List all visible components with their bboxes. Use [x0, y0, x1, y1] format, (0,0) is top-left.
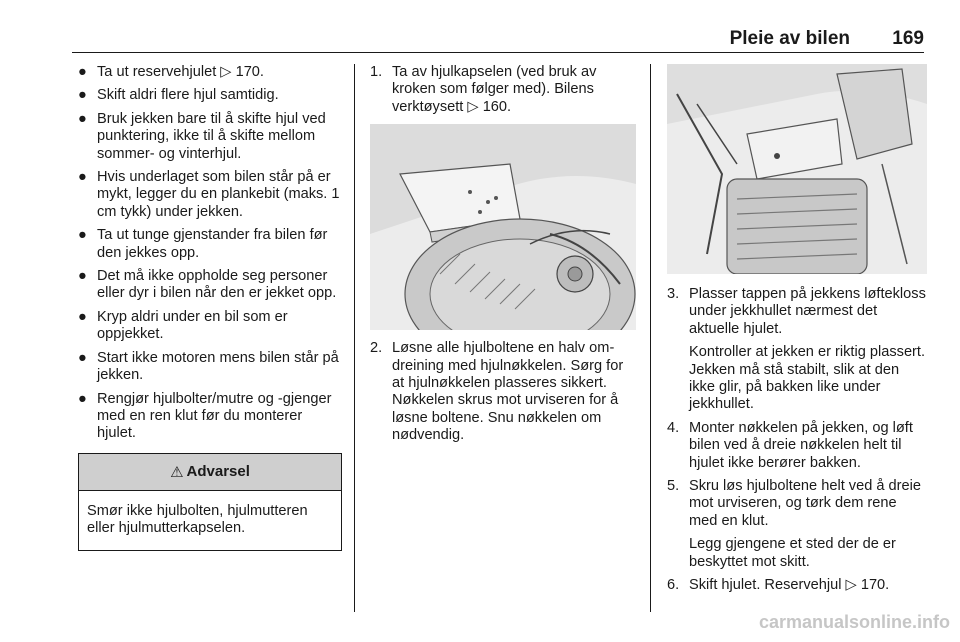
step-2 [370, 340, 636, 444]
step-text: Ta av hjulkapselen (ved bruk av kroken som følger med). Bilens verktøysett ▷ 160. [392, 64, 597, 115]
page-number: 169 [892, 28, 924, 49]
column-2 [370, 64, 636, 451]
step-1 [370, 64, 636, 116]
column-1 [78, 64, 340, 551]
warning-box [78, 453, 342, 551]
list-item: ● Start ikke motoren mens bilen står på jekken. [78, 349, 339, 384]
jack-position-illustration [667, 64, 927, 274]
warning-triangle-icon: ⚠ [170, 463, 184, 481]
step-number: 4. [667, 419, 680, 436]
step-number: 2. [370, 340, 383, 357]
bullet-icon: ● [78, 110, 87, 127]
step-number: 6. [667, 577, 680, 594]
bullet-icon: ● [78, 227, 87, 244]
step-text: Monter nøkkelen på jekken, og løft bilen ved å dreie nøkkelen helt til hjulet ikke berører bakken. [689, 419, 913, 471]
bullet-icon: ● [78, 169, 87, 186]
header-divider [72, 52, 924, 53]
watermark: carmanualsonline.info [758, 612, 950, 632]
list-item: ● Ta ut reservehjulet ▷ 170. [78, 64, 264, 80]
list-item: ● Det må ikke oppholde seg personer eller dyr i bilen når den er jekket opp. [78, 268, 337, 302]
step-text: Plasser tappen på jekkens løftekloss under jekkhullet nærmest det aktuelle hjulet. [689, 286, 926, 337]
warning-text: Smør ikke hjulbolten, hjulmutteren eller hjulmutterkapselen. [87, 502, 308, 537]
bullet-icon: ● [78, 268, 87, 285]
step-3 [667, 286, 927, 414]
step-5 [667, 478, 927, 571]
step-number: 3. [667, 286, 680, 302]
list-item: ● Ta ut tunge gjenstander fra bilen før den jekkes opp. [78, 227, 328, 261]
column-3 [667, 64, 927, 601]
column-divider-2 [650, 64, 651, 612]
wheel-cover-illustration [370, 124, 636, 330]
step-text: Skift hjulet. Reservehjul ▷ 170. [689, 577, 890, 594]
step-number: 5. [667, 478, 680, 495]
step-text: Løsne alle hjulboltene en halv omdreining med hjulnøkkelen. Sørg for at hjulnøkkelen plasseres sikkert. Nøkkelen skrus mot urviseren for å løsne boltene. Snu nøkkelen om nødvendig. [392, 340, 624, 444]
step-4 [667, 420, 927, 472]
bullet-icon: ● [78, 349, 87, 366]
bullet-icon: ● [78, 390, 87, 407]
warning-header [79, 454, 341, 491]
bullet-icon: ● [78, 64, 87, 80]
column-divider-1 [354, 64, 355, 612]
list-item: ● Bruk jekken bare til å skifte hjul ved punktering, ikke til å skifte mellom sommer- og vinterhjul. [78, 110, 326, 162]
step-text: Legg gjengene et sted der de er beskyttet mot skitt. [689, 536, 896, 570]
list-item: ● Skift aldri flere hjul samtidig. [78, 87, 279, 104]
bullet-icon: ● [78, 87, 87, 104]
step-text: Kontroller at jekken er riktig plassert. Jekken må stå stabilt, slik at den ikke glir, på bakken like under jekkhullet. [689, 344, 926, 413]
warning-title: Advarsel [186, 463, 250, 481]
step-text: Skru løs hjulboltene helt ved å dreie mot urviseren, og tørk dem rene med en klut. [689, 478, 922, 529]
list-item: ● Kryp aldri under en bil som er oppjekket. [78, 308, 288, 343]
step-number: 1. [370, 64, 383, 80]
step-6 [667, 577, 927, 594]
section-title: Pleie av bilen [729, 28, 850, 49]
precaution-list [78, 64, 340, 443]
list-item: ● Rengjør hjulbolter/mutre og -gjenger med en ren klut før du monterer hjulet. [78, 390, 332, 442]
list-item: ● Hvis underlaget som bilen står på er mykt, legger du en plankebit (maks. 1 cm tykk) under jekken. [78, 169, 340, 220]
bullet-icon: ● [78, 308, 87, 325]
